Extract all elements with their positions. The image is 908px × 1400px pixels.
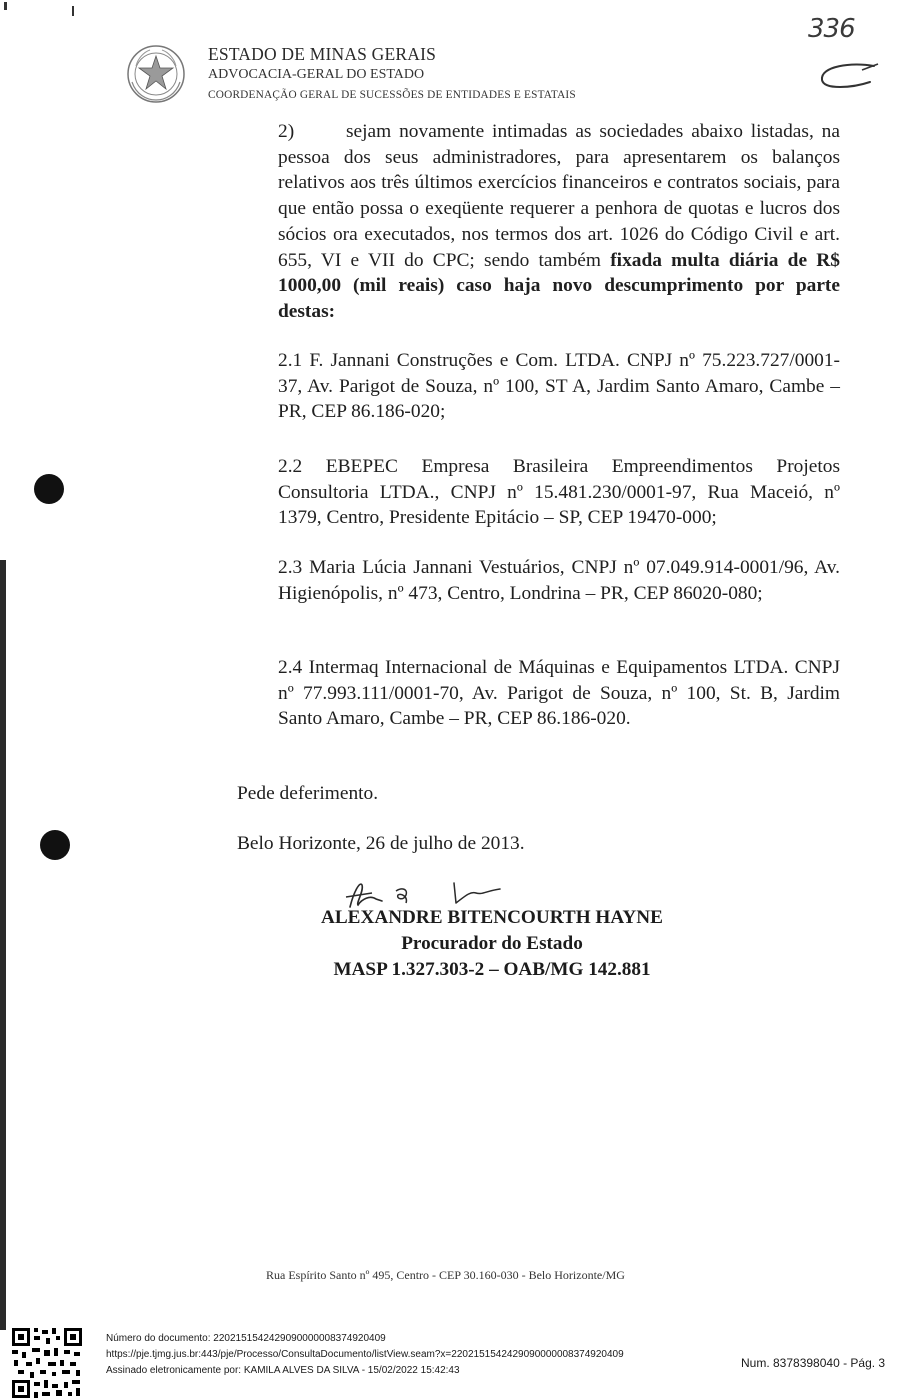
closing-request: Pede deferimento. (237, 783, 379, 804)
request-paragraph (278, 119, 840, 325)
header-agency: ADVOCACIA-GERAL DO ESTADO (208, 67, 425, 82)
header-department: COORDENAÇÃO GERAL DE SUCESSÕES DE ENTIDADES E ESTATAIS (208, 89, 576, 101)
letterhead-address: Rua Espírito Santo nº 495, Centro - CEP 30.160-030 - Belo Horizonte/MG (266, 1268, 625, 1282)
signatory-registration: MASP 1.327.303-2 – OAB/MG 142.881 (333, 959, 651, 980)
paragraph-number: 2) (278, 121, 295, 142)
header-state-name: ESTADO DE MINAS GERAIS (208, 44, 437, 64)
company-item-2-1: 2.1 F. Jannani Construções e Com. LTDA. CNPJ nº 75.223.727/0001-37, Av. Parigot de Souza, nº 100, ST A, Jardim Santo Amaro, Cambe – PR, CEP 86.186-020; (278, 350, 840, 423)
handwritten-rubric-icon (812, 60, 882, 94)
scan-speck (72, 6, 74, 16)
company-item-2-2: 2.2 EBEPEC Empresa Brasileira Empreendimentos Projetos Consultoria LTDA., CNPJ nº 15.481.230/0001-97, Rua Maceió, nº 1379, Centro, Presidente Epitácio – SP, CEP 19470-000; (278, 456, 840, 529)
electronic-signer: Assinado eletronicamente por: KAMILA ALVES DA SILVA - 15/02/2022 15:42:43 (106, 1365, 460, 1376)
punch-hole-bottom (40, 830, 70, 860)
document-url[interactable]: https://pje.tjmg.jus.br:443/pje/Processo/ConsultaDocumento/listView.seam?x=22021515424290900000083749204​09 (106, 1349, 624, 1360)
qr-code-icon (10, 1326, 84, 1400)
page-reference: Num. 8378398040 - Pág. 3 (741, 1356, 886, 1370)
punch-hole-top (34, 474, 64, 504)
paragraph-bold-text: fixada multa diária de R$ 1000,00 (mil reais) caso haja novo descumprimento por parte destas: (278, 249, 840, 322)
handwritten-page-number: 336 (808, 14, 855, 44)
place-and-date: Belo Horizonte, 26 de julho de 2013. (237, 833, 525, 854)
company-item-2-4: 2.4 Intermaq Internacional de Máquinas e Equipamentos LTDA. CNPJ nº 77.993.111/0001-70, Av. Parigot de Souza, nº 100, St. B, Jardim Santo Amaro, Cambe – PR, CEP 86.186-020. (278, 657, 840, 730)
company-item-2-3: 2.3 Maria Lúcia Jannani Vestuários, CNPJ nº 07.049.914-0001/96, Av. Higienópolis, nº 473, Centro, Londrina – PR, CEP 86020-080; (278, 557, 840, 604)
scan-left-edge (0, 560, 6, 1330)
signatory-role: Procurador do Estado (401, 933, 583, 954)
scan-speck (4, 2, 7, 10)
state-coat-of-arms-icon (126, 44, 186, 104)
paragraph-text: sejam novamente intimadas as sociedades abaixo listadas, na pessoa dos seus administradores, para apresentarem os balanços relativos aos três últimos exercícios financeiros e contratos sociais, para que então possa o exeqüente requerer a penhora de quotas e lucros dos sócios ora executados, nos termos dos art. 1026 do Código Civil e art. 655, VI e VII do CPC; sendo também (278, 121, 840, 271)
document-number: Número do documento: 22021515424290900000083749204​09 (106, 1333, 386, 1344)
signatory-name: ALEXANDRE BITENCOURTH HAYNE (321, 907, 663, 928)
